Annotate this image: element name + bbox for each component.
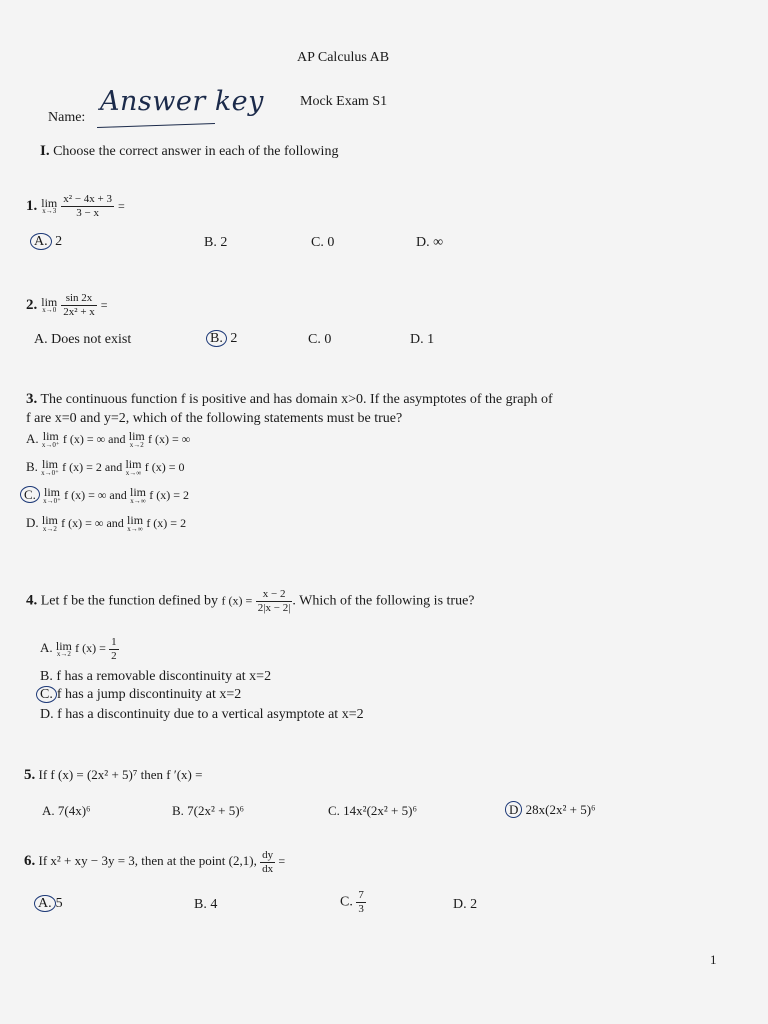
q1-option-a: A. 2 — [30, 233, 62, 250]
q3-option-a: A. lim x→0⁺ f (x) = ∞ and lim x→2 f (x) = ∞ — [26, 429, 191, 450]
q5-option-b: B. 7(2x² + 5)⁶ — [172, 803, 245, 818]
q3-option-c: C. lim x→0⁺ f (x) = ∞ and lim x→∞ f (x) = 2 — [20, 486, 189, 505]
q2-option-b: B. 2 — [206, 330, 237, 347]
q3-option-d: D. lim x→2 f (x) = ∞ and lim x→∞ f (x) = 2 — [26, 513, 187, 534]
question-5-stem: 5. If f (x) = (2x² + 5)⁷ then f ′(x) = — [24, 767, 203, 783]
page-number: 1 — [710, 952, 717, 967]
q6-option-b: B. 4 — [194, 897, 218, 912]
q2-option-d: D. 1 — [410, 332, 435, 347]
answer-circle: B. — [206, 330, 227, 347]
q1-option-d: D. ∞ — [416, 235, 444, 250]
q5-option-d: D 28x(2x² + 5)⁶ — [505, 801, 596, 818]
question-3-line-2: f are x=0 and y=2, which of the following statements must be true? — [26, 411, 403, 426]
q1-option-b: B. 2 — [204, 235, 228, 250]
handwritten-name: Answer key — [100, 86, 264, 117]
question-6-stem: 6. If x² + xy − 3y = 3, then at the point (2,1), $\frac{dy}{dx}$ = — [24, 849, 286, 875]
name-underline — [97, 123, 215, 128]
answer-circle: C. — [20, 486, 40, 503]
q2-option-a: A. Does not exist — [34, 332, 132, 347]
answer-circle: C. — [36, 686, 57, 703]
answer-circle: D — [505, 801, 522, 818]
q5-option-a: A. 7(4x)⁶ — [42, 803, 91, 818]
exam-title: Mock Exam S1 — [300, 94, 388, 109]
q2-option-c: C. 0 — [308, 332, 332, 347]
q4-option-a: A. lim x→2 f (x) = $\frac{1}{2}$ — [40, 636, 117, 662]
q1-option-c: C. 0 — [311, 235, 335, 250]
answer-circle: A. — [30, 233, 52, 250]
question-3-line-1: 3. The continuous function f is positive and has domain x>0. If the asymptotes of the graph of — [26, 391, 553, 407]
q3-option-b: B. lim x→0⁺ f (x) = 2 and lim x→∞ f (x) = 0 — [26, 457, 185, 478]
course-title: AP Calculus AB — [297, 50, 390, 65]
q4-option-b: B. f has a removable discontinuity at x=2 — [40, 669, 272, 684]
q6-option-a: A. 5 — [34, 895, 63, 912]
q4-option-c: C. f has a jump discontinuity at x=2 — [36, 686, 241, 703]
name-label: Name: — [48, 110, 86, 125]
answer-circle: A. — [34, 895, 56, 912]
question-4-stem: 4. Let f be the function defined by f (x) = $\frac{x - 2}{2|x - 2|}$ . Which of the following is true? — [26, 588, 475, 614]
question-1-stem: 1. lim x→3 $\frac{\text{x² − 4x + 3}}{3 - x}$ = — [26, 193, 125, 219]
q5-option-c: C. 14x²(2x² + 5)⁶ — [328, 803, 417, 818]
section-instruction: I. Choose the correct answer in each of the following — [40, 143, 339, 159]
q6-option-d: D. 2 — [453, 897, 478, 912]
question-2-stem: 2. lim x→0 $\frac{\sin 2x}{\text{2x² + x}}$ = — [26, 292, 108, 318]
q6-option-c: C. $\frac{7}{3}$ — [340, 889, 364, 915]
q4-option-d: D. f has a discontinuity due to a vertical asymptote at x=2 — [40, 707, 364, 722]
